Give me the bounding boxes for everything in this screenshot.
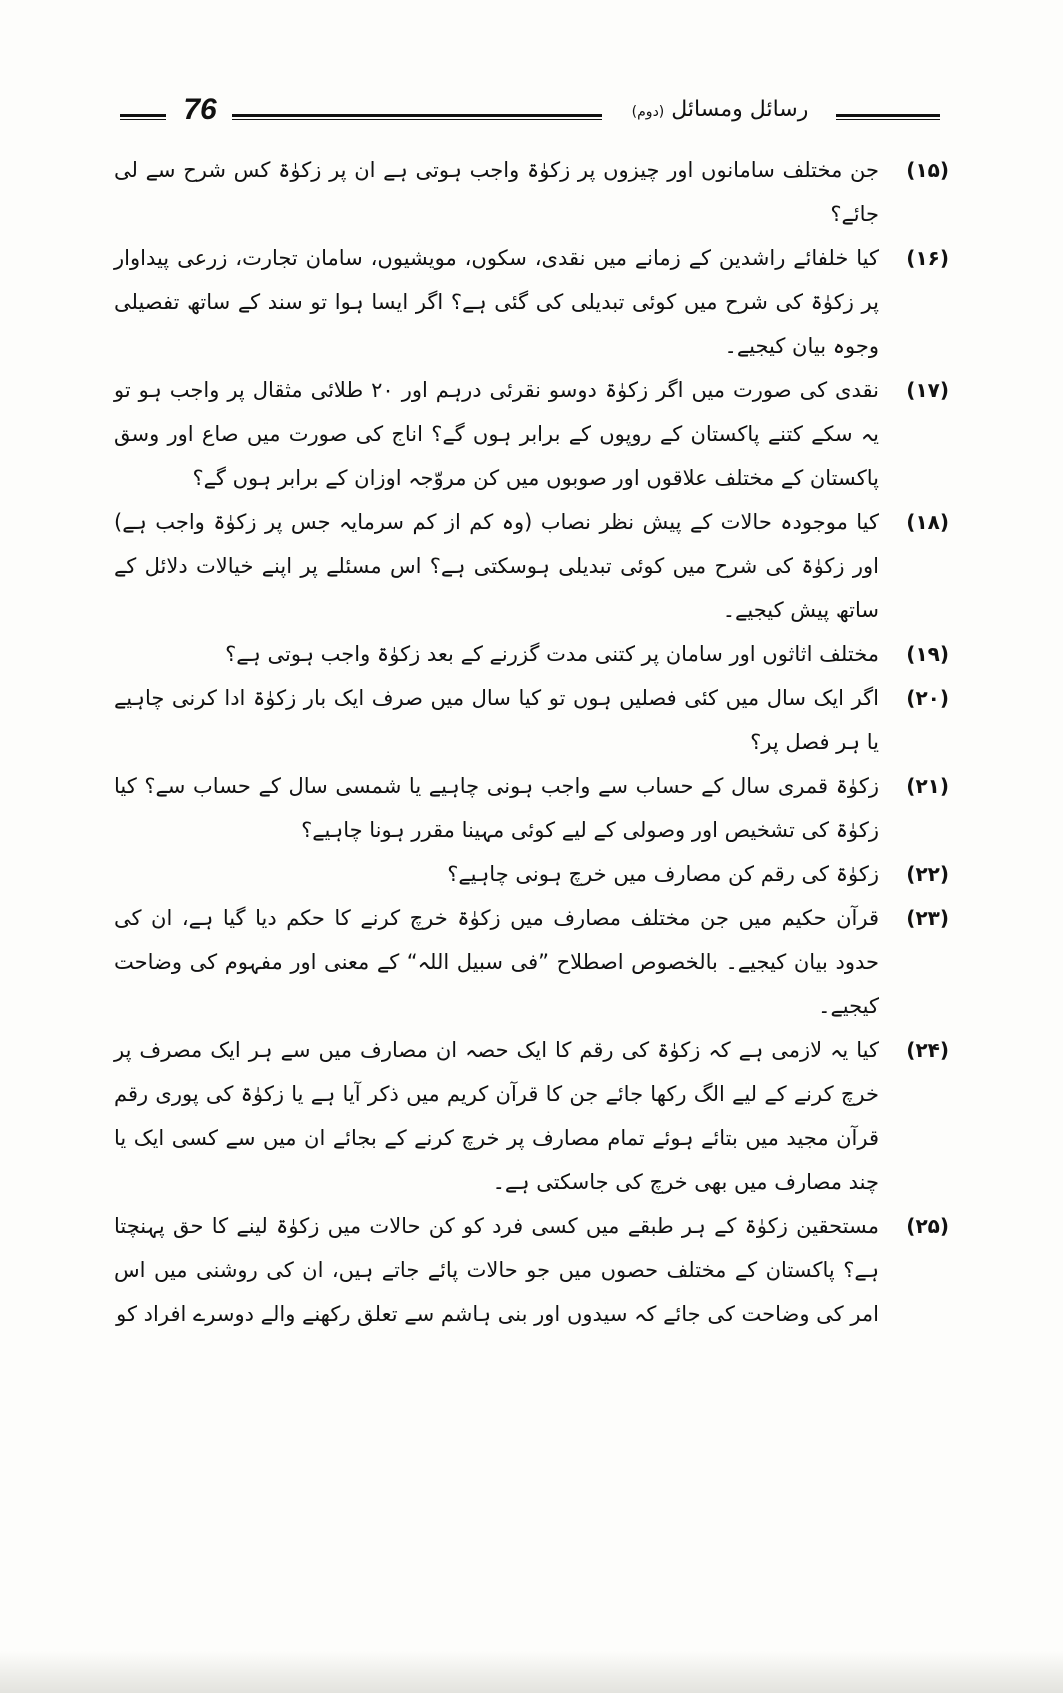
- question-text: کیا موجودہ حالات کے پیش نظر نصاب (وہ کم از کم سرمایہ جس پر زکوٰۃ واجب ہے) اور زکوٰۃ کی شرح میں کوئی تبدیلی ہوسکتی ہے؟ اس مسئلے پر اپنے خیالات دلائل کے ساتھ پیش کیجیے۔: [114, 510, 879, 622]
- question-text: قرآن حکیم میں جن مختلف مصارف میں زکوٰۃ خرچ کرنے کا حکم دیا گیا ہے، ان کی حدود بیان کیجیے۔ بالخصوص اصطلاح ”فی سبیل اللہ“ کے معنی اور مفہوم کی وضاحت کیجیے۔: [114, 906, 879, 1018]
- question-number: (۱۷): [906, 378, 949, 402]
- question-number: (۲۴): [906, 1038, 949, 1062]
- question-21: [114, 764, 949, 852]
- question-text: کیا خلفائے راشدین کے زمانے میں نقدی، سکوں، مویشیوں، سامان تجارت، زرعی پیداوار پر زکوٰۃ کی شرح میں کوئی تبدیلی کی گئی ہے؟ اگر ایسا ہوا تو سند کے ساتھ تفصیلی وجوہ بیان کیجیے۔: [114, 246, 879, 358]
- question-number: (۱۹): [906, 642, 949, 666]
- question-17: [114, 368, 949, 500]
- question-list: [114, 148, 949, 1336]
- question-number: (۲۰): [906, 686, 949, 710]
- question-15: [114, 148, 949, 236]
- question-20: [114, 676, 949, 764]
- question-number: (۱۸): [906, 510, 949, 534]
- page-header: [120, 93, 940, 137]
- question-number: (۲۳): [906, 906, 949, 930]
- question-number: (۱۵): [906, 158, 949, 182]
- question-number: (۱۶): [906, 246, 949, 270]
- question-16: [114, 236, 949, 368]
- question-19: [114, 632, 949, 676]
- running-title: [606, 97, 834, 122]
- question-text: جن مختلف سامانوں اور چیزوں پر زکوٰۃ واجب ہوتی ہے ان پر زکوٰۃ کس شرح سے لی جائے؟: [114, 158, 879, 226]
- question-text: زکوٰۃ قمری سال کے حساب سے واجب ہونی چاہیے یا شمسی سال کے حساب سے؟ کیا زکوٰۃ کی تشخیص اور وصولی کے لیے کوئی مہینا مقرر ہونا چاہیے؟: [114, 774, 879, 842]
- question-text: کیا یہ لازمی ہے کہ زکوٰۃ کی رقم کا ایک حصہ ان مصارف میں سے ہر ایک مصرف پر خرچ کرنے کے لیے الگ رکھا جائے جن کا قرآن کریم میں ذکر آیا ہے یا زکوٰۃ کی پوری رقم قرآن مجید میں بتائے ہوئے تمام مصارف پر خرچ کرنے کے بجائے ان میں سے کسی ایک یا چند مصارف میں بھی خرچ کی جاسکتی ہے۔: [114, 1038, 879, 1194]
- question-number: (۲۱): [906, 774, 949, 798]
- question-23: [114, 896, 949, 1028]
- page-bottom-edge: [0, 1651, 1063, 1693]
- question-24: [114, 1028, 949, 1204]
- page-number: 76: [183, 93, 217, 126]
- question-number: (۲۲): [906, 862, 949, 886]
- question-number: (۲۵): [906, 1214, 949, 1238]
- header-rule-left-short: [120, 114, 166, 120]
- question-18: [114, 500, 949, 632]
- header-rule-right: [836, 114, 940, 120]
- question-text: اگر ایک سال میں کئی فصلیں ہوں تو کیا سال میں صرف ایک بار زکوٰۃ ادا کرنی چاہیے یا ہر فصل پر؟: [114, 686, 879, 754]
- question-22: [114, 852, 949, 896]
- question-text: نقدی کی صورت میں اگر زکوٰۃ دوسو نقرئی درہم اور ۲۰ طلائی مثقال پر واجب ہو تو یہ سکے کتنے پاکستان کے روپوں کے برابر ہوں گے؟ اناج کی صورت میں صاع اور وسق پاکستان کے مختلف علاقوں اور صوبوں میں کن مروّجہ اوزان کے برابر ہوں گے؟: [114, 378, 879, 490]
- question-25: [114, 1204, 949, 1336]
- question-text: زکوٰۃ کی رقم کن مصارف میں خرچ ہونی چاہیے؟: [447, 862, 879, 886]
- question-text: مستحقین زکوٰۃ کے ہر طبقے میں کسی فرد کو کن حالات میں زکوٰۃ لینے کا حق پہنچتا ہے؟ پاکستان کے مختلف حصوں میں جو حالات پائے جاتے ہیں، ان کی روشنی میں اس امر کی وضاحت کی جائے کہ سیدوں اور بنی ہاشم سے تعلق رکھنے والے دوسرے افراد کو: [114, 1214, 879, 1326]
- volume-label: (دوم): [631, 104, 665, 120]
- question-text: مختلف اثاثوں اور سامان پر کتنی مدت گزرنے کے بعد زکوٰۃ واجب ہوتی ہے؟: [225, 642, 879, 666]
- header-rule-middle: [232, 114, 602, 120]
- book-title: رسائل ومسائل: [671, 97, 809, 122]
